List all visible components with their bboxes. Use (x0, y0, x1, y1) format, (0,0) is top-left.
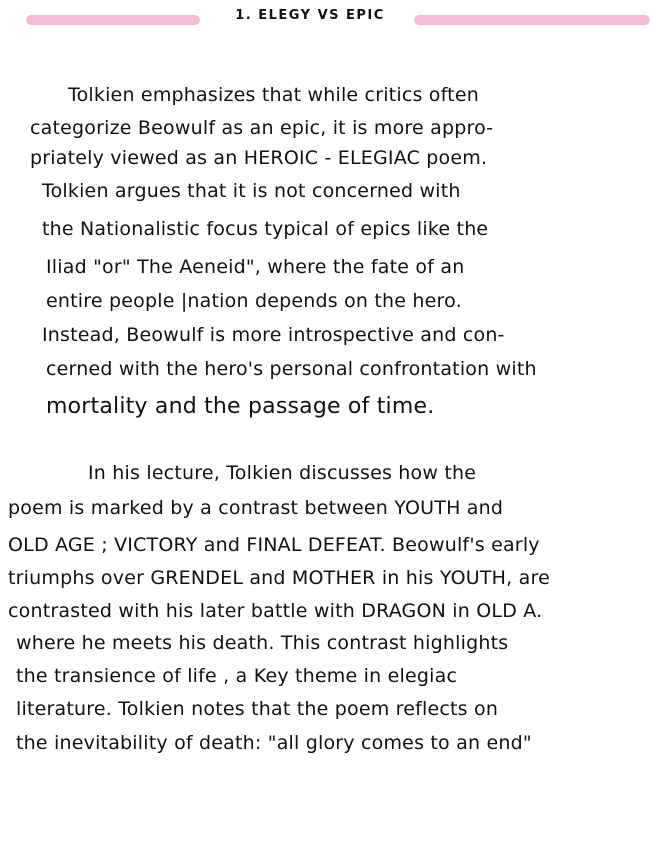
paragraph-line: entire people |nation depends on the hero. (46, 290, 462, 312)
paragraph-line: Instead, Beowulf is more introspective and con- (42, 324, 505, 346)
pink-highlight-bar-right (414, 15, 650, 25)
paragraph-line: the inevitability of death: "all glory comes to an end" (16, 732, 532, 754)
paragraph-line: priately viewed as an HEROIC - ELEGIAC poem. (30, 147, 488, 169)
paragraph-line: mortality and the passage of time. (46, 394, 435, 419)
paragraph-line: poem is marked by a contrast between YOUTH and (8, 497, 504, 519)
paragraph-line: categorize Beowulf as an epic, it is more appro- (30, 117, 494, 139)
paragraph-line: In his lecture, Tolkien discusses how the (88, 462, 477, 484)
paragraph-line: Tolkien emphasizes that while critics often (68, 84, 479, 106)
paragraph-line: triumphs over GRENDEL and MOTHER in his YOUTH, are (8, 567, 550, 589)
paragraph-line: literature. Tolkien notes that the poem reflects on (16, 698, 499, 720)
paragraph-line: cerned with the hero's personal confrontation with (46, 358, 537, 380)
page-header (0, 6, 656, 30)
paragraph-line: Iliad "or" The Aeneid", where the fate of an (46, 256, 465, 278)
paragraph-line: OLD AGE ; VICTORY and FINAL DEFEAT. Beowulf's early (8, 534, 540, 556)
paragraph-line: the Nationalistic focus typical of epics like the (42, 218, 489, 240)
pink-highlight-bar-left (26, 15, 200, 25)
paragraph-line: contrasted with his later battle with DRAGON in OLD A. (8, 600, 543, 622)
section-title: 1. ELEGY VS EPIC (235, 8, 385, 23)
paragraph-line: where he meets his death. This contrast highlights (16, 632, 509, 654)
paragraph-line: Tolkien argues that it is not concerned with (42, 180, 461, 202)
paragraph-line: the transience of life , a Key theme in elegiac (16, 665, 458, 687)
